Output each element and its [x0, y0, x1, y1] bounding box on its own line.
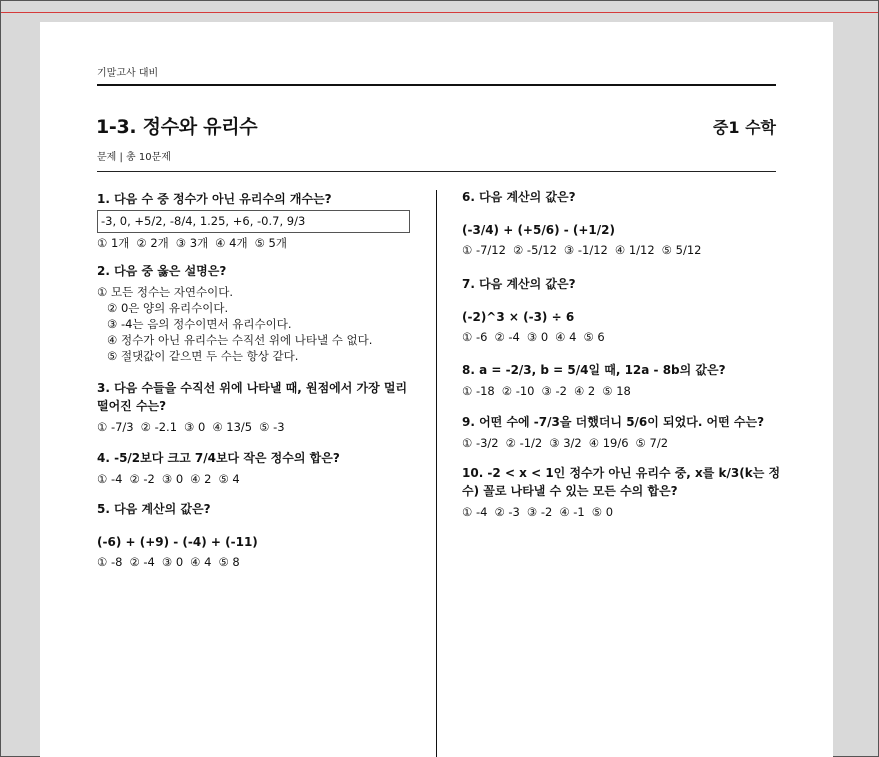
choice[interactable]: ① -4: [462, 505, 488, 519]
choice[interactable]: ⑤ -3: [259, 420, 285, 434]
question-4: [97, 449, 417, 487]
choice[interactable]: ① -4: [97, 472, 123, 486]
choices: [97, 235, 417, 251]
choice[interactable]: ④ 2: [573, 384, 596, 398]
choice[interactable]: ④ 4: [190, 555, 212, 569]
choice[interactable]: ④ 13/5: [212, 420, 253, 434]
choice[interactable]: ② 2개: [136, 236, 169, 250]
choices: [97, 471, 417, 487]
question-title: 9. 어떤 수에 -7/3을 더했더니 5/6이 되었다. 어떤 수는?: [462, 415, 765, 429]
question-5: [97, 500, 417, 570]
choice[interactable]: ② -2: [129, 472, 155, 486]
choice[interactable]: ⑤ 18: [602, 384, 631, 398]
question-6: [462, 188, 782, 258]
statements: [97, 284, 417, 364]
document-page: [40, 22, 833, 757]
question-count: 문제 | 총 10문제: [97, 152, 171, 163]
choice[interactable]: ③ -2: [526, 505, 553, 519]
statement[interactable]: ⑤ 절댓값이 같으면 두 수는 항상 같다.: [107, 349, 299, 363]
choice[interactable]: ① -18: [462, 384, 495, 398]
statement[interactable]: ② 0은 양의 유리수이다.: [107, 301, 229, 315]
grade-label: 중1 수학: [712, 118, 776, 137]
statement[interactable]: ③ -4는 음의 정수이면서 유리수이다.: [107, 317, 292, 331]
question-2: [97, 262, 417, 364]
choice[interactable]: ② -4: [129, 555, 155, 569]
column-divider: [436, 190, 437, 757]
question-title: 4. -5/2보다 크고 7/4보다 작은 정수의 합은?: [97, 451, 340, 465]
choice[interactable]: ② -1/2: [505, 436, 543, 450]
question-title: 10. -2 < x < 1인 정수가 아닌 유리수 중, x를 k/3(k는 정수) 꼴로 나타낼 수 있는 모든 수의 합은?: [462, 466, 781, 498]
question-title: 3. 다음 수들을 수직선 위에 나타낼 때, 원점에서 가장 멀리 떨어진 수는?: [97, 381, 408, 413]
choice[interactable]: ⑤ 0: [591, 505, 614, 519]
choice[interactable]: ④ 4: [555, 330, 577, 344]
choices: [462, 329, 782, 345]
choices: [462, 242, 782, 258]
choice[interactable]: ③ -2: [541, 384, 567, 398]
choice[interactable]: ④ 19/6: [588, 436, 629, 450]
choice[interactable]: ① 1개: [97, 236, 130, 250]
title-rule: [97, 171, 776, 172]
question-7: [462, 275, 782, 345]
choice[interactable]: ② -2.1: [140, 420, 178, 434]
choice[interactable]: ① -8: [97, 555, 123, 569]
header-rule: [97, 84, 776, 86]
choice[interactable]: ⑤ 5/12: [661, 243, 702, 257]
question-8: [462, 361, 782, 399]
statement[interactable]: ① 모든 정수는 자연수이다.: [97, 285, 234, 299]
question-title: 7. 다음 계산의 값은?: [462, 277, 576, 291]
choice[interactable]: ③ 3개: [175, 236, 209, 250]
question-9: [462, 413, 782, 451]
choice[interactable]: ⑤ 4: [218, 472, 240, 486]
page-title: 1-3. 정수와 유리수: [96, 116, 258, 138]
choice[interactable]: ⑤ 5개: [254, 236, 287, 250]
choice[interactable]: ① -3/2: [462, 436, 499, 450]
choice[interactable]: ③ 0: [161, 472, 184, 486]
choice[interactable]: ① -7/12: [462, 243, 506, 257]
question-10: [462, 464, 782, 520]
choice[interactable]: ④ 4개: [215, 236, 248, 250]
choice[interactable]: ② -5/12: [512, 243, 557, 257]
question-3: [97, 379, 417, 435]
number-box: -3, 0, +5/2, -8/4, 1.25, +6, -0.7, 9/3: [97, 210, 410, 233]
choice[interactable]: ② -4: [494, 330, 520, 344]
choice[interactable]: ⑤ 8: [218, 555, 240, 569]
choice[interactable]: ③ 0: [184, 420, 206, 434]
choice[interactable]: ③ -1/12: [563, 243, 608, 257]
question-1: [97, 190, 417, 251]
top-accent-line: [1, 12, 878, 13]
choices: [462, 435, 782, 451]
choice[interactable]: ③ 0: [526, 330, 549, 344]
choice[interactable]: ③ 0: [161, 555, 184, 569]
choice[interactable]: ① -6: [462, 330, 488, 344]
choices: [462, 383, 782, 399]
choice[interactable]: ⑤ 7/2: [635, 436, 669, 450]
choices: [97, 419, 417, 435]
choice[interactable]: ③ 3/2: [549, 436, 582, 450]
choices: [97, 554, 417, 570]
choices: [462, 504, 782, 520]
question-title: 1. 다음 수 중 정수가 아닌 유리수의 개수는?: [97, 192, 332, 206]
question-title: 6. 다음 계산의 값은?: [462, 190, 576, 204]
expression: (-2)^3 × (-3) ÷ 6: [462, 310, 575, 324]
question-title: 8. a = -2/3, b = 5/4일 때, 12a - 8b의 값은?: [462, 363, 726, 377]
question-title: 5. 다음 계산의 값은?: [97, 502, 211, 516]
choice[interactable]: ④ -1: [559, 505, 585, 519]
choice[interactable]: ① -7/3: [97, 420, 134, 434]
choice[interactable]: ④ 1/12: [614, 243, 655, 257]
choice[interactable]: ④ 2: [190, 472, 212, 486]
choice[interactable]: ② -3: [494, 505, 520, 519]
expression: (-3/4) + (+5/6) - (+1/2): [462, 223, 615, 237]
question-title: 2. 다음 중 옳은 설명은?: [97, 264, 227, 278]
choice[interactable]: ⑤ 6: [583, 330, 605, 344]
statement[interactable]: ④ 정수가 아닌 유리수는 수직선 위에 나타낼 수 없다.: [107, 333, 373, 347]
choice[interactable]: ② -10: [501, 384, 535, 398]
exam-subject: 기말고사 대비: [97, 68, 159, 79]
expression: (-6) + (+9) - (-4) + (-11): [97, 535, 258, 549]
